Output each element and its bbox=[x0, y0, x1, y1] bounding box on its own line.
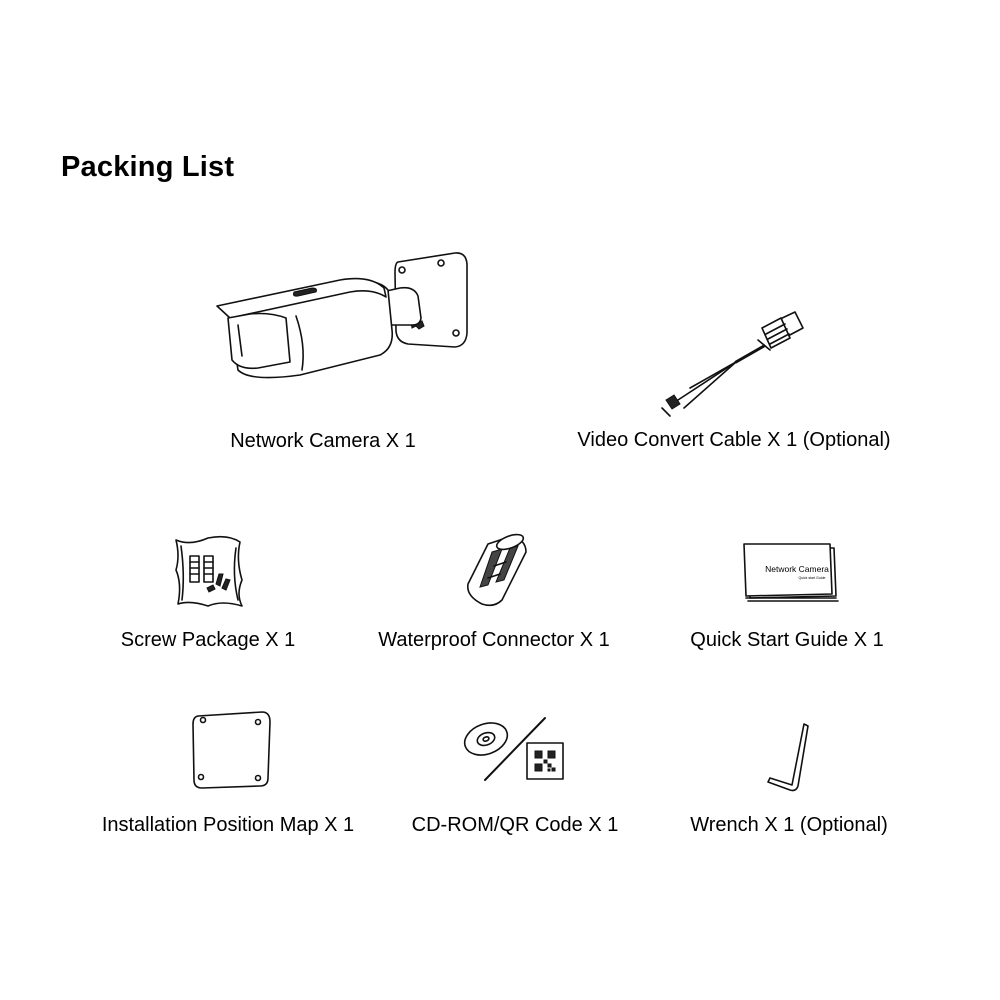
item-label: Waterproof Connector X 1 bbox=[378, 629, 610, 651]
item-label: Network Camera X 1 bbox=[230, 430, 416, 452]
item-label: Video Convert Cable X 1 (Optional) bbox=[577, 429, 891, 451]
item-label: CD-ROM/QR Code X 1 bbox=[411, 814, 619, 836]
item-label: Screw Package X 1 bbox=[120, 629, 296, 651]
page-title: Packing List bbox=[61, 151, 235, 183]
item-label: Installation Position Map X 1 bbox=[101, 814, 355, 836]
booklet-title: Network Camera bbox=[765, 564, 829, 574]
item-label: Wrench X 1 (Optional) bbox=[690, 814, 888, 836]
booklet-subtitle: Quick start Guide bbox=[798, 576, 826, 580]
item-label: Quick Start Guide X 1 bbox=[690, 629, 884, 651]
